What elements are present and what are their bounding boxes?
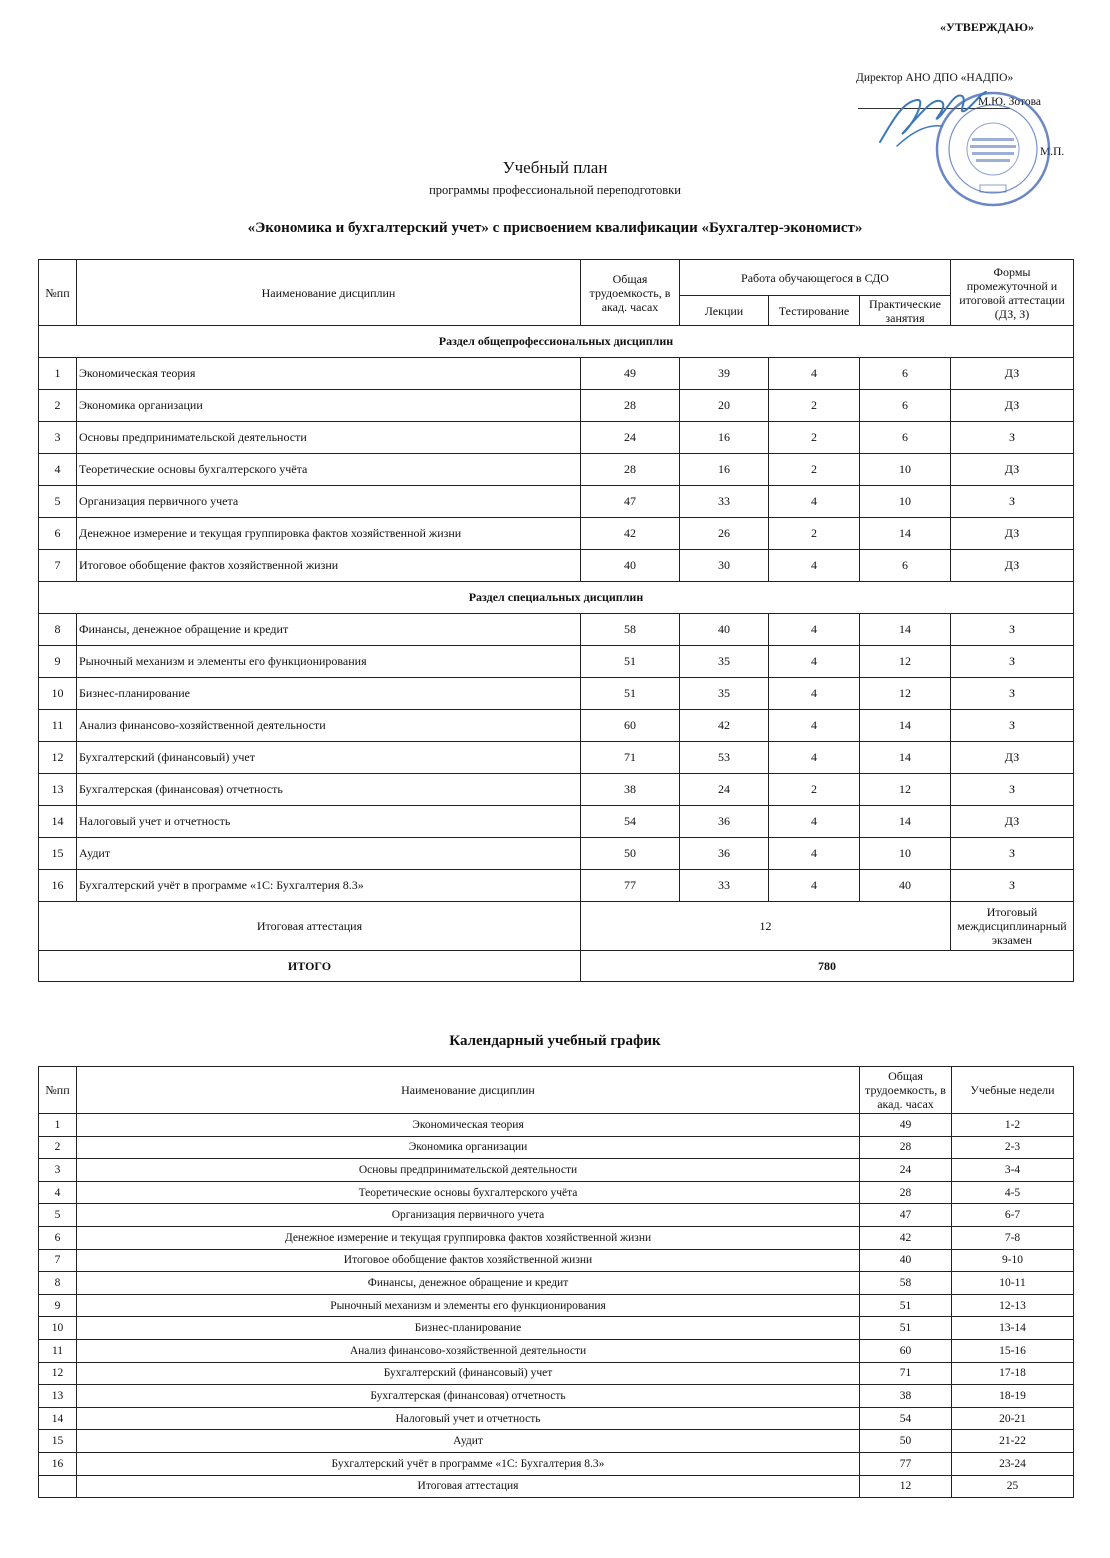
discipline-name: Экономическая теория — [77, 1114, 860, 1137]
study-weeks: 25 — [952, 1475, 1074, 1498]
table-row — [39, 838, 1074, 870]
row-number: 1 — [39, 358, 77, 390]
discipline-name: Аудит — [77, 1430, 860, 1453]
practice-hours: 40 — [860, 870, 951, 902]
calendar-row — [39, 1475, 1074, 1498]
testing-hours: 4 — [769, 678, 860, 710]
section-row — [39, 326, 1074, 358]
total-hours: 38 — [581, 774, 680, 806]
cal-header-total: Общая трудоемкость, в акад. часах — [860, 1067, 952, 1114]
discipline-name: Организация первичного учета — [77, 486, 581, 518]
study-weeks: 21-22 — [952, 1430, 1074, 1453]
table-row — [39, 806, 1074, 838]
table-row — [39, 358, 1074, 390]
discipline-name: Бухгалтерская (финансовая) отчетность — [77, 774, 581, 806]
table-row — [39, 454, 1074, 486]
total-hours: 28 — [860, 1136, 952, 1159]
header-forms: Формы промежуточной и итоговой аттестации (ДЗ, З) — [951, 260, 1074, 326]
total-hours: 60 — [581, 710, 680, 742]
header-practice: Практические занятия — [860, 296, 951, 326]
calendar-row — [39, 1317, 1074, 1340]
row-number: 7 — [39, 1249, 77, 1272]
practice-hours: 14 — [860, 806, 951, 838]
testing-hours: 4 — [769, 550, 860, 582]
discipline-name: Аудит — [77, 838, 581, 870]
discipline-name: Рыночный механизм и элементы его функционирования — [77, 1294, 860, 1317]
testing-hours: 4 — [769, 806, 860, 838]
calendar-table — [38, 1066, 1074, 1498]
lecture-hours: 33 — [680, 486, 769, 518]
study-weeks: 20-21 — [952, 1407, 1074, 1430]
study-weeks: 12-13 — [952, 1294, 1074, 1317]
row-number: 15 — [39, 1430, 77, 1453]
testing-hours: 4 — [769, 646, 860, 678]
total-hours: 28 — [581, 454, 680, 486]
study-weeks: 2-3 — [952, 1136, 1074, 1159]
row-number: 13 — [39, 774, 77, 806]
calendar-row — [39, 1272, 1074, 1295]
row-number: 4 — [39, 454, 77, 486]
testing-hours: 2 — [769, 774, 860, 806]
practice-hours: 14 — [860, 710, 951, 742]
total-hours: 71 — [860, 1362, 952, 1385]
row-number: 3 — [39, 1159, 77, 1182]
row-number: 14 — [39, 1407, 77, 1430]
calendar-row — [39, 1407, 1074, 1430]
table-row — [39, 422, 1074, 454]
practice-hours: 14 — [860, 742, 951, 774]
discipline-name: Итоговое обобщение фактов хозяйственной жизни — [77, 1249, 860, 1272]
table-row — [39, 486, 1074, 518]
program-title: «Экономика и бухгалтерский учет» с присвоением квалификации «Бухгалтер-экономист» — [247, 220, 863, 236]
assessment-form: ДЗ — [951, 742, 1074, 774]
total-hours: 47 — [860, 1204, 952, 1227]
lecture-hours: 35 — [680, 646, 769, 678]
discipline-name: Бухгалтерский (финансовый) учет — [77, 1362, 860, 1385]
total-hours: 51 — [581, 678, 680, 710]
final-attestation-form: Итоговый междисциплинарный экзамен — [951, 902, 1074, 951]
discipline-name: Анализ финансово-хозяйственной деятельности — [77, 1339, 860, 1362]
row-number: 6 — [39, 518, 77, 550]
row-number: 11 — [39, 1339, 77, 1362]
row-number: 12 — [39, 742, 77, 774]
lecture-hours: 39 — [680, 358, 769, 390]
lecture-hours: 16 — [680, 454, 769, 486]
lecture-hours: 16 — [680, 422, 769, 454]
calendar-row — [39, 1430, 1074, 1453]
discipline-name: Бухгалтерский учёт в программе «1С: Бухгалтерия 8.3» — [77, 870, 581, 902]
discipline-name: Бизнес-планирование — [77, 1317, 860, 1340]
assessment-form: З — [951, 614, 1074, 646]
assessment-form: З — [951, 646, 1074, 678]
table-row — [39, 518, 1074, 550]
study-weeks: 17-18 — [952, 1362, 1074, 1385]
lecture-hours: 36 — [680, 806, 769, 838]
assessment-form: З — [951, 838, 1074, 870]
total-hours: 58 — [860, 1272, 952, 1295]
table-row — [39, 774, 1074, 806]
lecture-hours: 26 — [680, 518, 769, 550]
total-hours: 28 — [581, 390, 680, 422]
discipline-name: Теоретические основы бухгалтерского учёта — [77, 1181, 860, 1204]
row-number — [39, 1475, 77, 1498]
discipline-name: Денежное измерение и текущая группировка фактов хозяйственной жизни — [77, 518, 581, 550]
practice-hours: 14 — [860, 614, 951, 646]
page-subtitle: программы профессиональной переподготовки — [429, 183, 681, 197]
final-attestation-row — [39, 902, 1074, 951]
discipline-name: Финансы, денежное обращение и кредит — [77, 614, 581, 646]
row-number: 6 — [39, 1226, 77, 1249]
practice-hours: 10 — [860, 486, 951, 518]
lecture-hours: 33 — [680, 870, 769, 902]
assessment-form: ДЗ — [951, 550, 1074, 582]
assessment-form: ДЗ — [951, 358, 1074, 390]
total-hours: 54 — [860, 1407, 952, 1430]
total-hours: 77 — [860, 1452, 952, 1475]
calendar-body — [39, 1114, 1074, 1498]
study-weeks: 15-16 — [952, 1339, 1074, 1362]
study-weeks: 18-19 — [952, 1385, 1074, 1408]
discipline-name: Бухгалтерская (финансовая) отчетность — [77, 1385, 860, 1408]
table-row — [39, 870, 1074, 902]
table-row — [39, 646, 1074, 678]
row-number: 13 — [39, 1385, 77, 1408]
row-number: 3 — [39, 422, 77, 454]
header-testing: Тестирование — [769, 296, 860, 326]
row-number: 14 — [39, 806, 77, 838]
testing-hours: 2 — [769, 518, 860, 550]
total-hours: 49 — [581, 358, 680, 390]
discipline-name: Основы предпринимательской деятельности — [77, 422, 581, 454]
row-number: 5 — [39, 1204, 77, 1227]
section-title: Раздел специальных дисциплин — [39, 582, 1074, 614]
total-hours: 71 — [581, 742, 680, 774]
study-weeks: 1-2 — [952, 1114, 1074, 1137]
assessment-form: ДЗ — [951, 454, 1074, 486]
discipline-name: Бухгалтерский (финансовый) учет — [77, 742, 581, 774]
approval-label: «УТВЕРЖДАЮ» — [940, 20, 1035, 34]
assessment-form: ДЗ — [951, 518, 1074, 550]
study-plan-body — [39, 326, 1074, 982]
total-hours: 58 — [581, 614, 680, 646]
signature-icon — [872, 82, 992, 152]
calendar-row — [39, 1159, 1074, 1182]
testing-hours: 2 — [769, 422, 860, 454]
calendar-row — [39, 1136, 1074, 1159]
total-hours-value: 780 — [581, 951, 1074, 982]
row-number: 7 — [39, 550, 77, 582]
row-number: 10 — [39, 678, 77, 710]
practice-hours: 14 — [860, 518, 951, 550]
page-title: Учебный план — [502, 158, 608, 177]
testing-hours: 4 — [769, 358, 860, 390]
assessment-form: З — [951, 486, 1074, 518]
testing-hours: 2 — [769, 454, 860, 486]
seal-place-label: М.П. — [1040, 146, 1065, 158]
row-number: 15 — [39, 838, 77, 870]
total-row — [39, 951, 1074, 982]
total-hours: 51 — [581, 646, 680, 678]
final-attestation-label: Итоговая аттестация — [39, 902, 581, 951]
total-hours: 24 — [581, 422, 680, 454]
testing-hours: 4 — [769, 742, 860, 774]
lecture-hours: 20 — [680, 390, 769, 422]
lecture-hours: 30 — [680, 550, 769, 582]
discipline-name: Денежное измерение и текущая группировка фактов хозяйственной жизни — [77, 1226, 860, 1249]
total-hours: 12 — [860, 1475, 952, 1498]
practice-hours: 6 — [860, 550, 951, 582]
total-label: ИТОГО — [39, 951, 581, 982]
row-number: 5 — [39, 486, 77, 518]
cal-header-weeks: Учебные недели — [952, 1067, 1074, 1114]
testing-hours: 4 — [769, 838, 860, 870]
lecture-hours: 36 — [680, 838, 769, 870]
total-hours: 40 — [860, 1249, 952, 1272]
header-name: Наименование дисциплин — [77, 260, 581, 326]
row-number: 1 — [39, 1114, 77, 1137]
row-number: 9 — [39, 1294, 77, 1317]
row-number: 16 — [39, 870, 77, 902]
assessment-form: З — [951, 678, 1074, 710]
table-row — [39, 710, 1074, 742]
study-weeks: 3-4 — [952, 1159, 1074, 1182]
testing-hours: 4 — [769, 614, 860, 646]
table-row — [39, 614, 1074, 646]
study-plan-table — [38, 259, 1074, 982]
table-row — [39, 742, 1074, 774]
row-number: 16 — [39, 1452, 77, 1475]
study-weeks: 23-24 — [952, 1452, 1074, 1475]
lecture-hours: 53 — [680, 742, 769, 774]
testing-hours: 2 — [769, 390, 860, 422]
calendar-row — [39, 1226, 1074, 1249]
practice-hours: 12 — [860, 678, 951, 710]
discipline-name: Итоговое обобщение фактов хозяйственной жизни — [77, 550, 581, 582]
study-weeks: 7-8 — [952, 1226, 1074, 1249]
row-number: 12 — [39, 1362, 77, 1385]
calendar-row — [39, 1362, 1074, 1385]
discipline-name: Налоговый учет и отчетность — [77, 1407, 860, 1430]
total-hours: 38 — [860, 1385, 952, 1408]
lecture-hours: 24 — [680, 774, 769, 806]
practice-hours: 6 — [860, 422, 951, 454]
study-weeks: 4-5 — [952, 1181, 1074, 1204]
discipline-name: Итоговая аттестация — [77, 1475, 860, 1498]
row-number: 4 — [39, 1181, 77, 1204]
testing-hours: 4 — [769, 710, 860, 742]
lecture-hours: 42 — [680, 710, 769, 742]
discipline-name: Основы предпринимательской деятельности — [77, 1159, 860, 1182]
total-hours: 51 — [860, 1317, 952, 1340]
study-weeks: 10-11 — [952, 1272, 1074, 1295]
discipline-name: Бухгалтерский учёт в программе «1С: Бухгалтерия 8.3» — [77, 1452, 860, 1475]
assessment-form: З — [951, 870, 1074, 902]
total-hours: 50 — [860, 1430, 952, 1453]
total-hours: 50 — [581, 838, 680, 870]
row-number: 10 — [39, 1317, 77, 1340]
calendar-row — [39, 1294, 1074, 1317]
row-number: 9 — [39, 646, 77, 678]
discipline-name: Финансы, денежное обращение и кредит — [77, 1272, 860, 1295]
row-number: 8 — [39, 1272, 77, 1295]
practice-hours: 10 — [860, 454, 951, 486]
calendar-row — [39, 1339, 1074, 1362]
discipline-name: Экономическая теория — [77, 358, 581, 390]
total-hours: 40 — [581, 550, 680, 582]
calendar-row — [39, 1452, 1074, 1475]
testing-hours: 4 — [769, 486, 860, 518]
discipline-name: Экономика организации — [77, 390, 581, 422]
assessment-form: ДЗ — [951, 390, 1074, 422]
total-hours: 51 — [860, 1294, 952, 1317]
discipline-name: Организация первичного учета — [77, 1204, 860, 1227]
practice-hours: 12 — [860, 646, 951, 678]
calendar-row — [39, 1181, 1074, 1204]
discipline-name: Анализ финансово-хозяйственной деятельности — [77, 710, 581, 742]
table-row — [39, 550, 1074, 582]
practice-hours: 6 — [860, 358, 951, 390]
calendar-title: Календарный учебный график — [449, 1033, 661, 1049]
row-number: 2 — [39, 1136, 77, 1159]
cal-header-num: №пп — [39, 1067, 77, 1114]
discipline-name: Налоговый учет и отчетность — [77, 806, 581, 838]
discipline-name: Теоретические основы бухгалтерского учёта — [77, 454, 581, 486]
assessment-form: З — [951, 710, 1074, 742]
practice-hours: 6 — [860, 390, 951, 422]
total-hours: 42 — [581, 518, 680, 550]
calendar-row — [39, 1204, 1074, 1227]
assessment-form: З — [951, 774, 1074, 806]
total-hours: 47 — [581, 486, 680, 518]
cal-header-name: Наименование дисциплин — [77, 1067, 860, 1114]
testing-hours: 4 — [769, 870, 860, 902]
total-hours: 49 — [860, 1114, 952, 1137]
discipline-name: Бизнес-планирование — [77, 678, 581, 710]
assessment-form: ДЗ — [951, 806, 1074, 838]
calendar-row — [39, 1249, 1074, 1272]
row-number: 8 — [39, 614, 77, 646]
section-title: Раздел общепрофессиональных дисциплин — [39, 326, 1074, 358]
assessment-form: З — [951, 422, 1074, 454]
section-row — [39, 582, 1074, 614]
study-weeks: 13-14 — [952, 1317, 1074, 1340]
director-label: Директор АНО ДПО «НАДПО» — [856, 72, 1014, 84]
header-work: Работа обучающегося в СДО — [680, 260, 951, 296]
total-hours: 28 — [860, 1181, 952, 1204]
total-hours: 77 — [581, 870, 680, 902]
total-hours: 60 — [860, 1339, 952, 1362]
table-row — [39, 678, 1074, 710]
director-name: М.Ю. Зотова — [978, 96, 1042, 108]
row-number: 2 — [39, 390, 77, 422]
header-total: Общая трудоемкость, в акад. часах — [581, 260, 680, 326]
total-hours: 42 — [860, 1226, 952, 1249]
practice-hours: 12 — [860, 774, 951, 806]
calendar-row — [39, 1385, 1074, 1408]
table-row — [39, 390, 1074, 422]
header-num: №пп — [39, 260, 77, 326]
practice-hours: 10 — [860, 838, 951, 870]
calendar-row — [39, 1114, 1074, 1137]
final-attestation-hours: 12 — [581, 902, 951, 951]
study-weeks: 9-10 — [952, 1249, 1074, 1272]
study-weeks: 6-7 — [952, 1204, 1074, 1227]
discipline-name: Экономика организации — [77, 1136, 860, 1159]
total-hours: 24 — [860, 1159, 952, 1182]
lecture-hours: 35 — [680, 678, 769, 710]
lecture-hours: 40 — [680, 614, 769, 646]
discipline-name: Рыночный механизм и элементы его функционирования — [77, 646, 581, 678]
header-lectures: Лекции — [680, 296, 769, 326]
row-number: 11 — [39, 710, 77, 742]
total-hours: 54 — [581, 806, 680, 838]
